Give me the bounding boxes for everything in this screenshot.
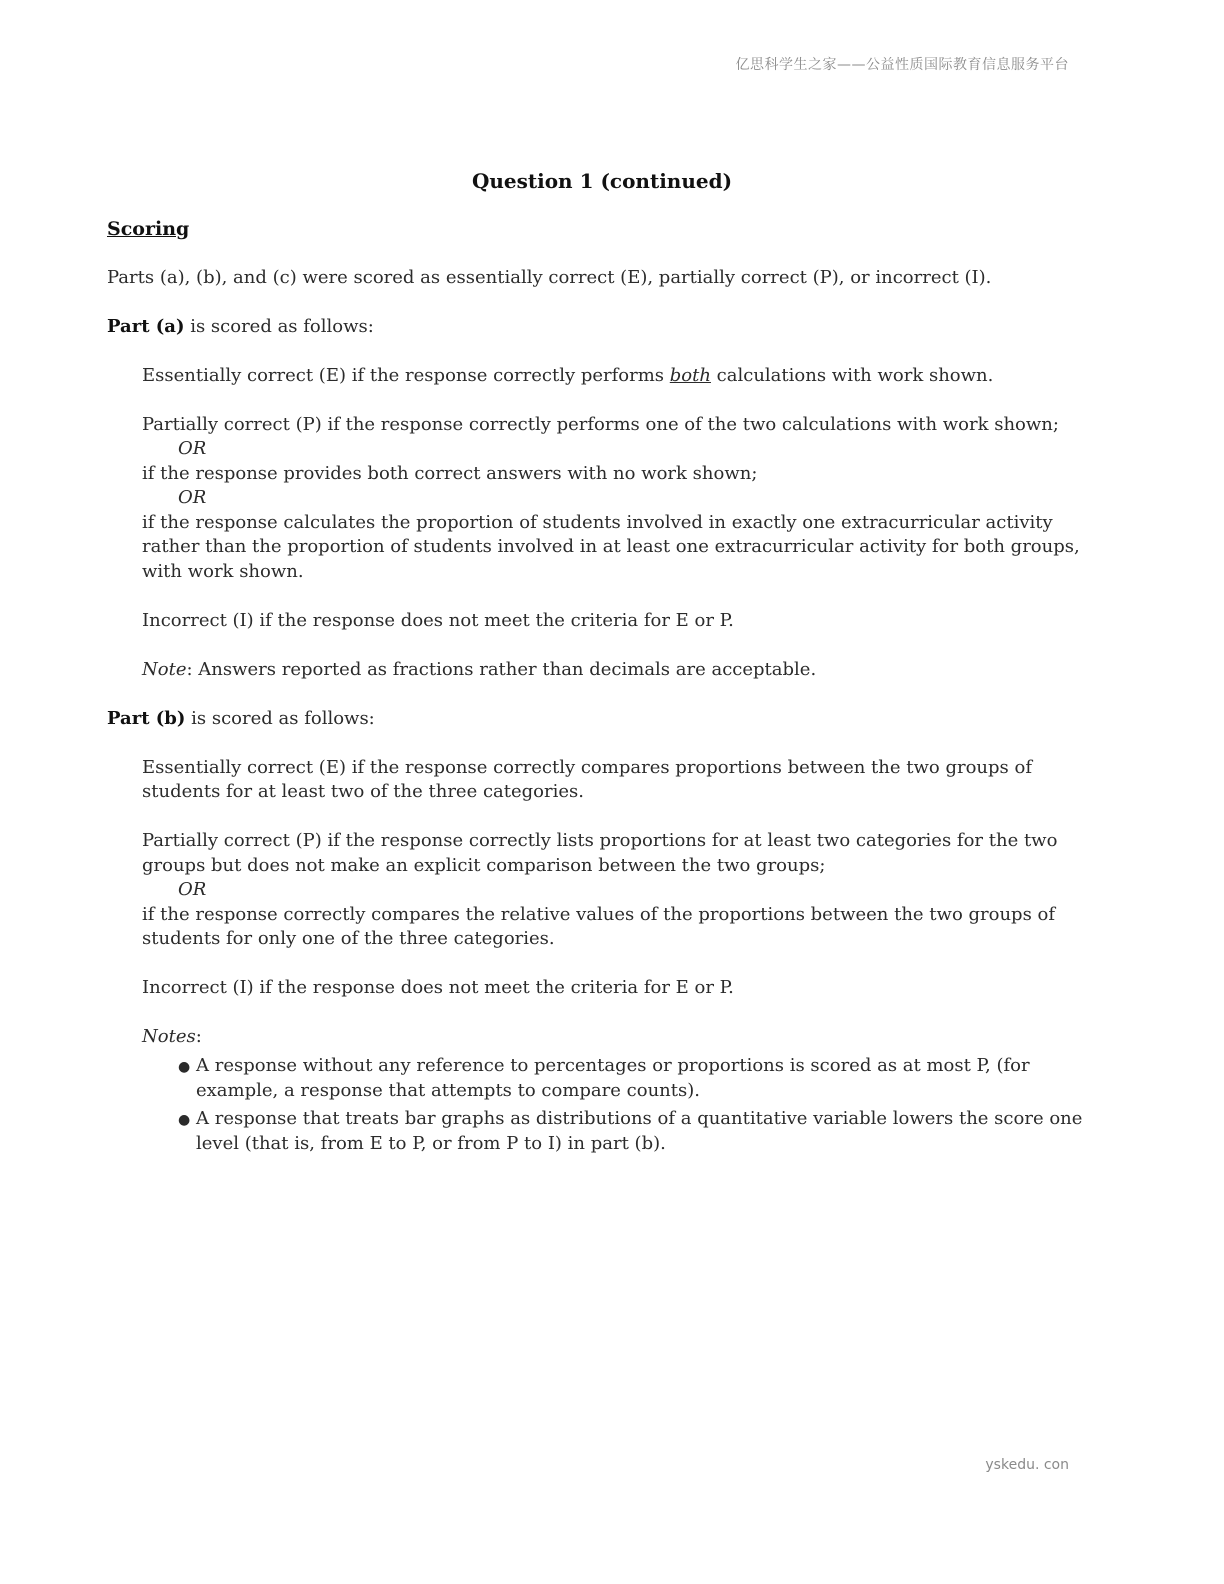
part-a-partially-correct [142,413,1097,585]
part-b-or-1: OR [178,879,207,900]
part-a-criteria [142,364,1097,683]
part-a-note [142,658,1097,683]
part-a-note-text: : Answers reported as fractions rather than decimals are acceptable. [186,658,817,680]
part-b-partial-1: Partially correct (P) if the response correctly lists proportions for at least two categories for the two groups but does not make an explicit comparison between the two groups; [142,830,1058,876]
part-b-partially-correct [142,829,1097,952]
part-a-lead: is scored as follows: [184,315,374,337]
part-b-note-2: A response that treats bar graphs as distributions of a quantitative variable lowers the score one level (that is, from E to P, or from P to I) in part (b). [196,1107,1083,1154]
part-b-notes-heading [142,1025,1097,1050]
part-a-incorrect: Incorrect (I) if the response does not meet the criteria for E or P. [142,609,734,631]
page-header-watermark: 亿思科学生之家——公益性质国际教育信息服务平台 [735,57,1069,73]
part-a-or-2: OR [178,487,207,508]
part-a-partial-3: if the response calculates the proportion of students involved in exactly one extracurricular activity rather than the proportion of students involved in at least one extracurricular activity for both groups, with work shown. [142,511,1080,582]
part-a-essentially-pre: Essentially correct (E) if the response correctly performs [142,364,670,386]
bullet-icon: ● [178,1111,191,1128]
part-b-heading [107,707,1097,732]
part-b-notes-colon: : [195,1026,202,1047]
bullet-icon: ● [178,1058,191,1075]
part-a-heading [107,315,1097,340]
list-item [160,1107,1097,1157]
part-a-partial-1: Partially correct (P) if the response correctly performs one of the two calculations with work shown; [142,413,1059,435]
part-b-essentially-correct: Essentially correct (E) if the response correctly compares proportions between the two groups of students for at least two of the three categories. [142,756,1032,802]
part-a-label: Part (a) [107,315,185,337]
part-b-notes [142,1025,1097,1157]
part-a-essentially-correct [142,364,1097,389]
page-footer-watermark: yskedu. con [985,1457,1069,1473]
document-body [107,166,1097,1160]
scoring-intro: Parts (a), (b), and (c) were scored as essentially correct (E), partially correct (P), or incorrect (I). [107,266,992,288]
part-a-partial-2: if the response provides both correct answers with no work shown; [142,462,758,484]
part-b-incorrect: Incorrect (I) if the response does not meet the criteria for E or P. [142,977,734,998]
part-a-essentially-emphasis: both [669,364,711,386]
part-a-or-1: OR [178,438,207,459]
scoring-heading: Scoring [107,218,190,240]
page-title: Question 1 (continued) [471,169,733,193]
part-a-essentially-post: calculations with work shown. [710,364,994,386]
part-b-notes-label: Notes [142,1026,196,1047]
list-item [160,1054,1097,1104]
part-b-note-1: A response without any reference to percentages or proportions is scored as at most P, (for example, a response that attempts to compare counts). [196,1054,1030,1101]
part-b-criteria [142,756,1097,1157]
part-b-lead: is scored as follows: [185,707,375,729]
part-b-partial-2: if the response correctly compares the relative values of the proportions between the two groups of students for only one of the three categories. [142,903,1056,949]
part-b-label: Part (b) [107,707,186,729]
part-b-notes-list [142,1054,1097,1157]
part-a-note-label: Note [142,658,187,680]
